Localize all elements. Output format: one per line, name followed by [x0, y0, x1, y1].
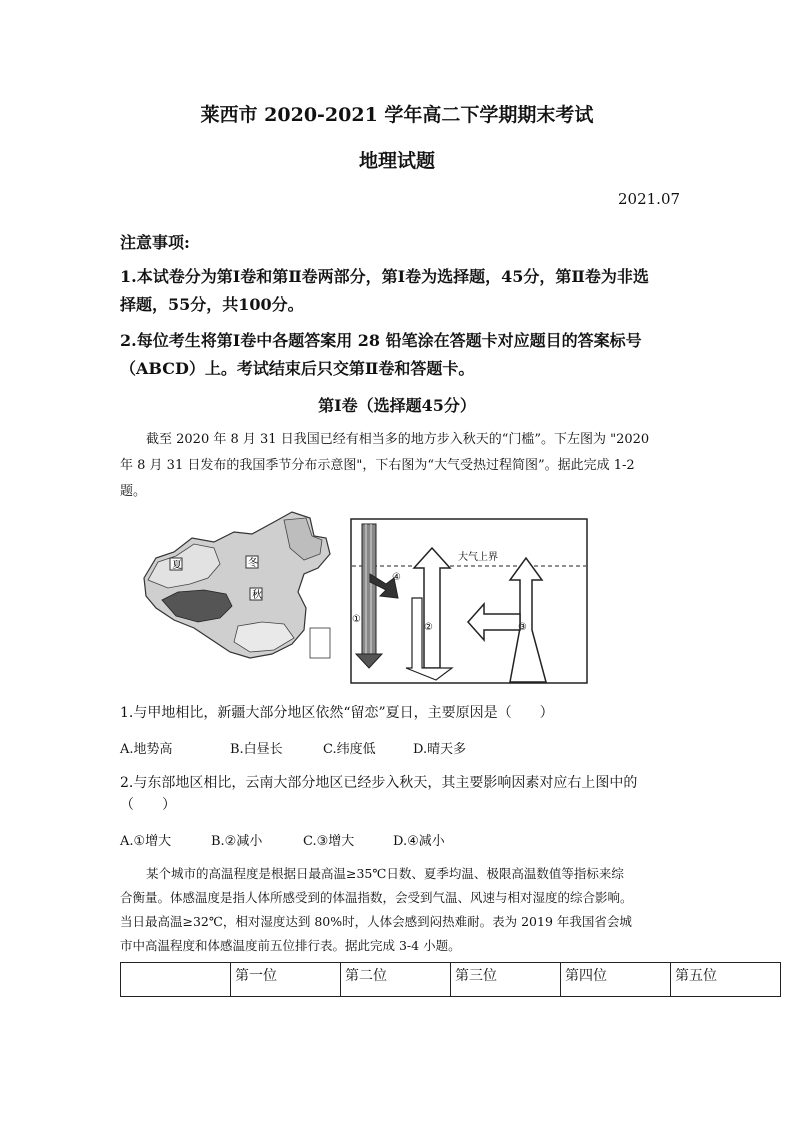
question-2-option-b: B.②减小 [211, 834, 263, 849]
season-map-figure [134, 508, 346, 670]
table-header-cell: 第四位 [561, 963, 671, 997]
question-1-option-a: A.地势高 [120, 742, 173, 757]
question-1-stem: 1.与甲地相比，新疆大部分地区依然“留恋”夏日，主要原因是（ ） [120, 705, 554, 721]
table-header-cell: 第三位 [451, 963, 561, 997]
map-label-xia: 夏 [172, 560, 182, 571]
intro2-line-1: 某个城市的高温程度是根据日最高温≥35℃日数、夏季均温、极限高温数值等指标来综 [146, 866, 624, 881]
notes-item-1-line-2: 择题，55分，共100分。 [120, 295, 304, 314]
table-header-cell: 第一位 [231, 963, 341, 997]
table-header-cell: 第五位 [671, 963, 781, 997]
question-1-option-c: C.纬度低 [323, 742, 376, 757]
notes-item-2-line-1: 2.每位考生将第Ⅰ卷中各题答案用 28 铅笔涂在答题卡对应题目的答案标号 [120, 331, 642, 350]
question-2-option-d: D.④减小 [393, 834, 445, 849]
intro1-line-2: 年 8 月 31 日发布的我国季节分布示意图"，下右图为“大气受热过程简图”。据此完成 1-2 [120, 458, 635, 473]
south-sea-inset [310, 628, 330, 658]
question-1-option-d: D.晴天多 [413, 742, 467, 757]
intro2-line-3: 当日最高温≥32℃，相对湿度达到 80%时，人体会感到闷热难耐。表为 2019 年我国省会城 [120, 914, 632, 929]
table-header-cell [121, 963, 231, 997]
notes-item-2-line-2: （ABCD）上。考试结束后只交第Ⅱ卷和答题卡。 [120, 359, 475, 378]
atmosphere-heating-diagram [350, 518, 588, 684]
question-2-stem-line-2: （ ） [120, 797, 176, 813]
atmosphere-top-label: 大气上界 [458, 552, 498, 563]
solar-radiation-arrow [362, 524, 376, 654]
map-label-qiu: 秋 [252, 590, 262, 601]
question-2-option-a: A.①增大 [120, 834, 172, 849]
section-heading: 第Ⅰ卷（选择题45分） [318, 396, 476, 415]
label-4: ④ [392, 572, 401, 583]
notes-item-1-line-1: 1.本试卷分为第Ⅰ卷和第Ⅱ卷两部分，第Ⅰ卷为选择题，45分，第Ⅱ卷为非选 [120, 267, 649, 286]
notes-heading: 注意事项: [120, 233, 190, 252]
question-2-option-c: C.③增大 [303, 834, 355, 849]
intro2-line-4: 市中高温程度和体感温度前五位排行表。据此完成 3-4 小题。 [120, 938, 461, 953]
label-2: ② [424, 622, 433, 633]
ranking-table [120, 962, 781, 997]
intro2-line-2: 合衡量。体感温度是指人体所感受到的体温指数，会受到气温、风速与相对湿度的综合影响。 [120, 890, 633, 905]
intro1-line-1: 截至 2020 年 8 月 31 日我国已经有相当多的地方步入秋天的“门槛”。下左图为 "2020 [146, 432, 650, 447]
exam-title: 莱西市 2020-2021 学年高二下学期期末考试 [200, 104, 594, 126]
label-3: ③ [518, 622, 527, 633]
exam-subtitle: 地理试题 [358, 150, 435, 172]
exam-date: 2021.07 [618, 190, 681, 208]
map-label-dong: 冬 [248, 558, 258, 569]
table-row [121, 963, 781, 997]
label-1: ① [352, 614, 361, 625]
table-header-cell: 第二位 [341, 963, 451, 997]
question-2-stem-line-1: 2.与东部地区相比，云南大部分地区已经步入秋天，其主要影响因素对应右上图中的 [120, 775, 638, 791]
intro1-line-3: 题。 [120, 484, 147, 499]
question-1-option-b: B.白昼长 [230, 742, 283, 757]
